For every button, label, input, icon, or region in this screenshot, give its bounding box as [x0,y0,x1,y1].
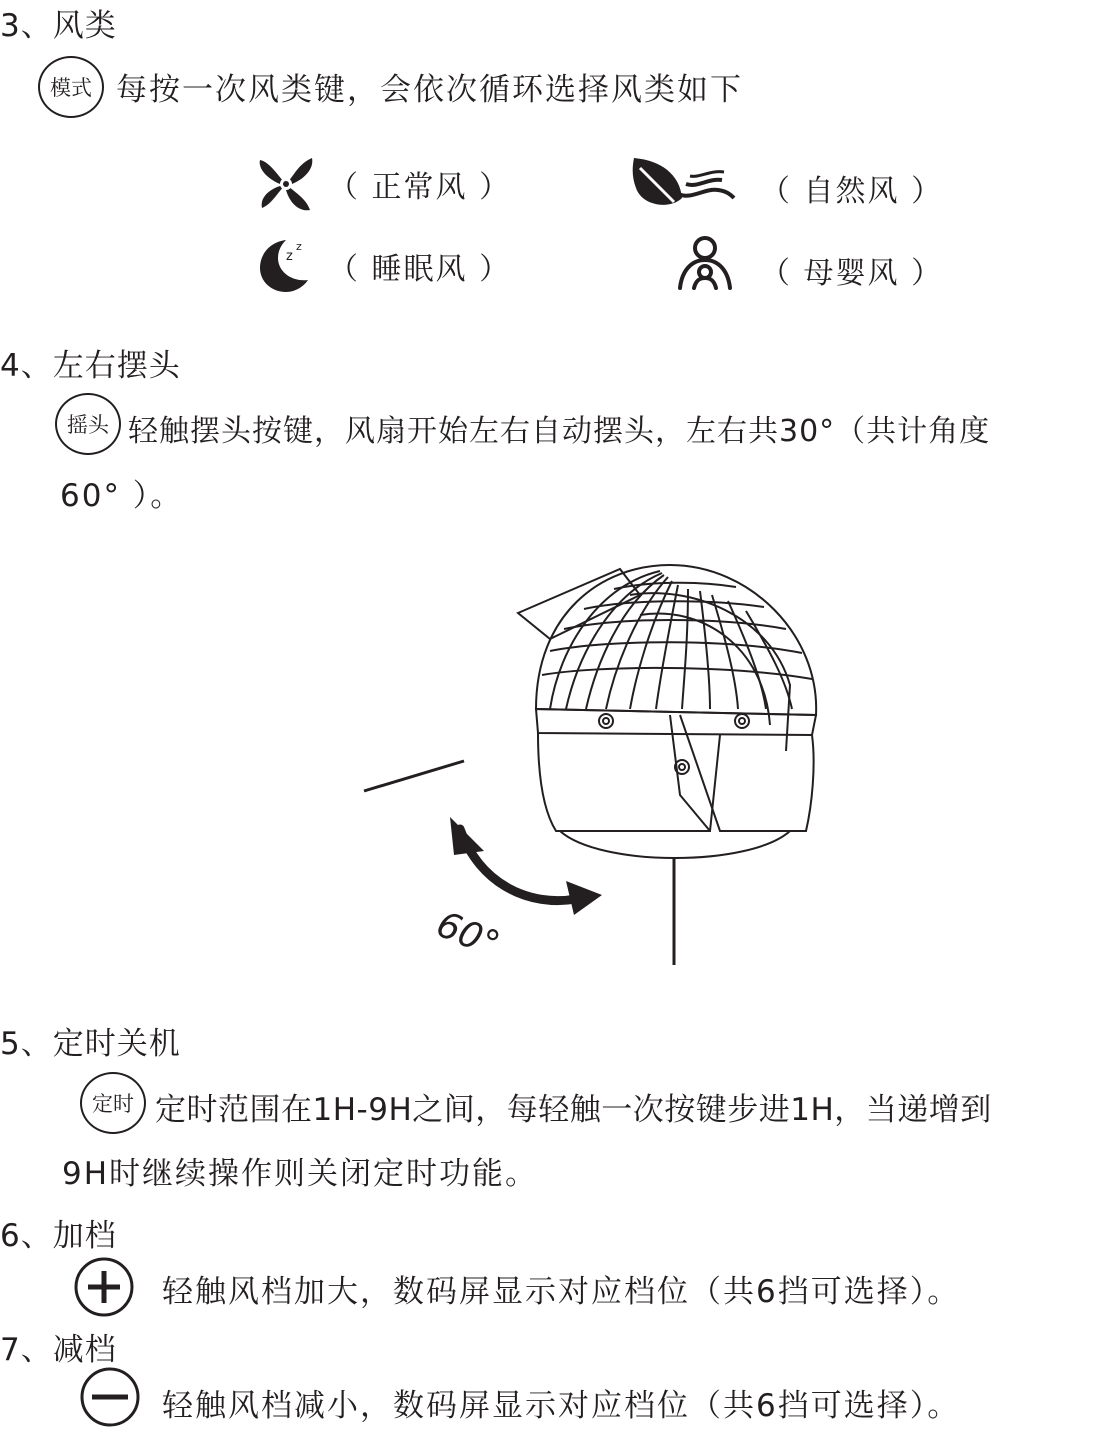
section7-heading: 7、减档 [0,1332,117,1368]
timer-button-label: 定时 [92,1092,134,1116]
mode-natural-label: （ 自然风 ） [760,174,944,209]
section4-description-line2: 60° ）。 [60,478,184,514]
moon-sleep-icon [256,234,316,294]
section5-heading: 5、定时关机 [0,1026,181,1062]
section4-description-line1: 轻触摆头按键，风扇开始左右自动摆头，左右共30°（共计角度 [128,414,991,449]
swing-button-icon [55,393,121,455]
section6-description: 轻触风档加大，数码屏显示对应档位（共6挡可选择）。 [162,1274,961,1310]
fan-oscillation-diagram [350,555,830,979]
section6-heading: 6、加档 [0,1218,117,1254]
svg-text:z: z [286,249,293,264]
timer-button-icon [80,1072,146,1134]
plus-icon [72,1256,136,1322]
fan-icon [256,154,316,214]
mode-button-label: 模式 [50,76,92,100]
section3-heading: 3、风类 [0,8,117,44]
leaf-wind-icon [630,154,740,214]
angle-label: 60° [430,904,506,966]
section5-description-line1: 定时范围在1H-9H之间，每轻触一次按键步进1H，当递增到 [155,1092,992,1128]
section4-heading: 4、左右摆头 [0,348,181,384]
mode-normal-label: （ 正常风 ） [328,170,512,205]
swing-button-label: 摇头 [67,413,109,437]
mode-sleep-label: （ 睡眠风 ） [328,252,512,287]
section5-description-line2: 9H时继续操作则关闭定时功能。 [62,1156,539,1192]
minus-icon [78,1366,142,1432]
svg-text:z: z [296,240,302,253]
mother-baby-icon [674,234,736,292]
mode-button-icon [38,56,104,118]
mode-baby-label: （ 母婴风 ） [760,256,944,291]
section3-description: 每按一次风类键，会依次循环选择风类如下 [116,72,743,108]
section7-description: 轻触风档减小，数码屏显示对应档位（共6挡可选择）。 [162,1388,961,1424]
